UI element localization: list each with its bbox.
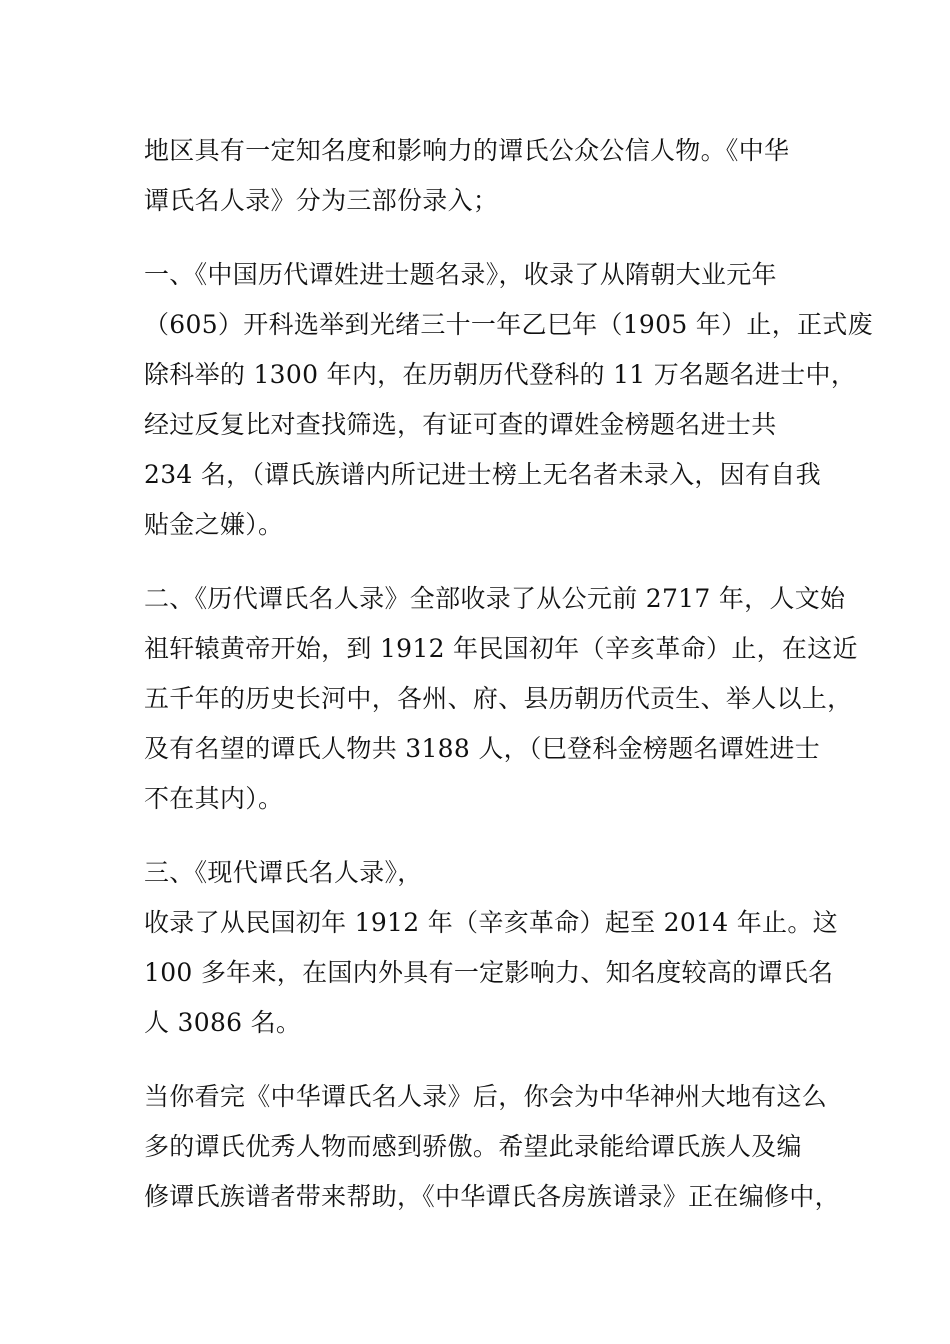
- text-line: 祖轩辕黄帝开始，到 1912 年民国初年（辛亥革命）止，在这近: [144, 634, 858, 663]
- text-line: 二、《历代谭氏名人录》全部收录了从公元前 2717 年，人文始: [144, 584, 846, 613]
- text-line: 贴金之嫌）。: [144, 510, 284, 539]
- text-line: 修谭氏族谱者带来帮助，《中华谭氏各房族谱录》正在编修中，: [144, 1182, 840, 1211]
- text-line: 一、《中国历代谭姓进士题名录》，收录了从隋朝大业元年: [144, 260, 777, 289]
- text-line: 三、《现代谭氏名人录》，: [144, 858, 423, 887]
- text-line: 不在其内）。: [144, 784, 284, 813]
- text-line: 五千年的历史长河中，各州、府、县历朝历代贡生、举人以上，: [144, 684, 853, 713]
- text-line: 234 名，（谭氏族谱内所记进士榜上无名者未录入，因有自我: [144, 460, 821, 489]
- text-line: 多的谭氏优秀人物而感到骄傲。希望此录能给谭氏族人及编: [144, 1132, 802, 1161]
- text-line: 100 多年来，在国内外具有一定影响力、知名度较高的谭氏名: [144, 958, 834, 987]
- paragraph-historical-list: [144, 574, 858, 824]
- paragraph-conclusion: [144, 1072, 840, 1222]
- text-line: 地区具有一定知名度和影响力的谭氏公众公信人物。《中华: [144, 136, 790, 165]
- text-line: 经过反复比对查找筛选，有证可查的谭姓金榜题名进士共: [144, 410, 777, 439]
- text-line: 收录了从民国初年 1912 年（辛亥革命）起至 2014 年止。这: [144, 908, 838, 937]
- paragraph-modern-list: [144, 848, 838, 1048]
- text-line: 及有名望的谭氏人物共 3188 人，（巳登科金榜题名谭姓进士: [144, 734, 821, 763]
- text-line: （605）开科选举到光绪三十一年乙巳年（1905 年）止，正式废: [144, 310, 873, 339]
- text-line: 谭氏名人录》分为三部份录入；: [144, 186, 499, 215]
- text-line: 除科举的 1300 年内，在历朝历代登科的 11 万名题名进士中，: [144, 360, 857, 389]
- paragraph-intro: [144, 126, 814, 226]
- text-line: 当你看完《中华谭氏名人录》后，你会为中华神州大地有这么: [144, 1082, 828, 1111]
- paragraph-jinshi-list: [144, 250, 873, 550]
- text-line: 人 3086 名。: [144, 1008, 302, 1037]
- document-body: [144, 126, 873, 1222]
